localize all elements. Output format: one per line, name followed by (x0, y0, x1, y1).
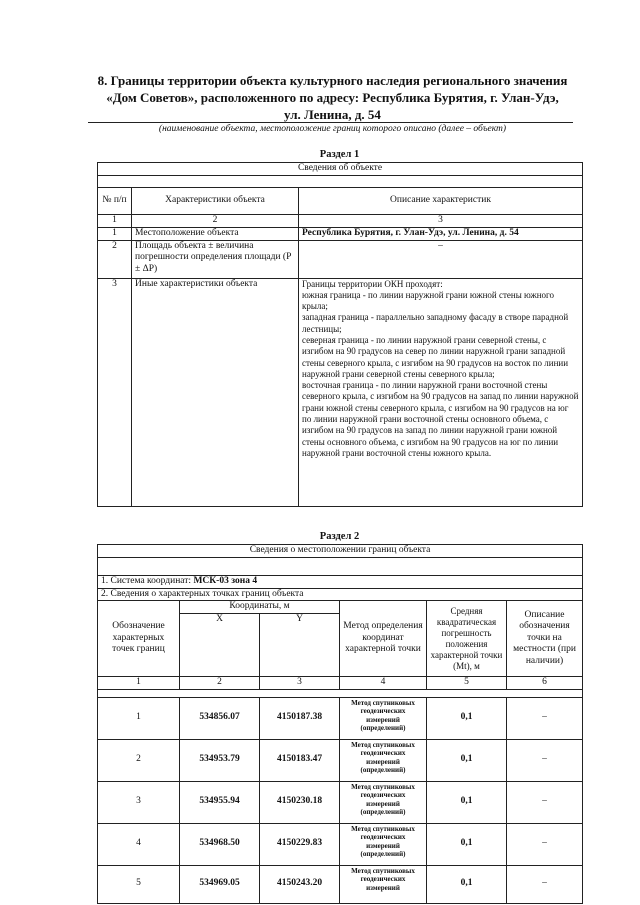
point-error: 0,1 (427, 781, 507, 823)
col-number-1: 1 (98, 215, 132, 228)
point-id: 3 (98, 781, 180, 823)
title-line-3: ул. Ленина, д. 54 (284, 107, 381, 122)
header-marking: Описание обозначения точки на местности (при наличии) (507, 601, 583, 677)
point-id: 1 (98, 697, 180, 739)
row-value: – (299, 240, 583, 278)
coord-system-value: МСК-03 зона 4 (193, 576, 258, 586)
title-underline (88, 122, 573, 123)
point-method: Метод спутниковых геодезических измерений (определений) (340, 823, 427, 865)
row-number: 3 (98, 278, 132, 506)
row-number: 1 (98, 227, 132, 240)
point-marking: – (507, 781, 583, 823)
col-header-number: № п/п (98, 188, 132, 215)
col-header-description: Описание характеристик (299, 188, 583, 215)
point-x: 534969.05 (180, 865, 260, 903)
col-number-2: 2 (132, 215, 299, 228)
col-number-3: 3 (299, 215, 583, 228)
spacer-row (98, 176, 583, 188)
header-method: Метод определения координат характерной точки (340, 601, 427, 677)
point-id: 2 (98, 739, 180, 781)
row-name: Иные характеристики объекта (132, 278, 299, 506)
header-point: Обозначение характерных точек границ (98, 601, 180, 677)
header-x: X (180, 614, 260, 677)
point-y: 4150243.20 (260, 865, 340, 903)
table-row (98, 227, 583, 240)
table-row (98, 697, 583, 739)
row-number: 2 (98, 240, 132, 278)
point-method: Метод спутниковых геодезических измерений (определений) (340, 781, 427, 823)
point-y: 4150183.47 (260, 739, 340, 781)
point-marking: – (507, 865, 583, 903)
point-x: 534953.79 (180, 739, 260, 781)
point-y: 4150230.18 (260, 781, 340, 823)
table-row (98, 240, 583, 278)
table-row (98, 739, 583, 781)
point-marking: – (507, 739, 583, 781)
table-row (98, 865, 583, 903)
point-y: 4150229.83 (260, 823, 340, 865)
point-error: 0,1 (427, 739, 507, 781)
point-x: 534955.94 (180, 781, 260, 823)
col-header-characteristic: Характеристики объекта (132, 188, 299, 215)
point-error: 0,1 (427, 823, 507, 865)
section1-title: Раздел 1 (319, 149, 360, 160)
document-subtitle: (наименование объекта, местоположение границ которого описано (далее – объект) (158, 124, 507, 134)
object-info-table (97, 162, 583, 507)
col-number-5: 5 (427, 677, 507, 690)
point-marking: – (507, 697, 583, 739)
col-number-4: 4 (340, 677, 427, 690)
spacer-row (98, 689, 583, 697)
point-method: Метод спутниковых геодезических измерений (определений) (340, 739, 427, 781)
row-value: Границы территории ОКН проходят: южная граница - по линии наружной грани южной стены южного крыла; западная граница - параллельно западному фасаду в створе парадной лестницы; северная граница - по линии наружной грани северной стены, с изгибом на 90 градусов на север по линии наружной грани западной стены северного крыла, с изгибом на 90 градусов на восток по линии наружной грани северной стены северного крыла; восточная граница - по линии наружной грани восточной стены северного крыла, с изгибом на 90 градусов на запад по линии наружной грани южной стены северного крыла, с изгибом на 90 градусов на юг по линии наружной грани восточной стены основного объема, с изгибом на 90 градусов на запад по линии наружной грани южной стены основного объема, с изгибом на 90 градусов на юг по линии наружной грани восточной стены южного крыла. (299, 278, 583, 506)
title-line-1: 8. Границы территории объекта культурного наследия регионального значения (97, 73, 568, 88)
point-x: 534856.07 (180, 697, 260, 739)
header-error: Средняя квадратическая погрешность положения характерной точки (Mt), м (427, 601, 507, 677)
table-row (98, 781, 583, 823)
header-y: Y (260, 614, 340, 677)
row-name: Площадь объекта ± величина погрешности определения площади (P ± ΔP) (132, 240, 299, 278)
point-x: 534968.50 (180, 823, 260, 865)
points-caption: 2. Сведения о характерных точках границ объекта (98, 588, 583, 601)
coord-system-row (98, 576, 583, 589)
point-error: 0,1 (427, 697, 507, 739)
table-row (98, 278, 583, 506)
header-coords: Координаты, м (180, 601, 340, 614)
point-id: 5 (98, 865, 180, 903)
table-row (98, 823, 583, 865)
col-number-6: 6 (507, 677, 583, 690)
boundary-points-table (97, 544, 583, 904)
location-caption: Сведения о местоположении границ объекта (98, 545, 583, 558)
point-id: 4 (98, 823, 180, 865)
col-number-3: 3 (260, 677, 340, 690)
section2-title: Раздел 2 (319, 531, 360, 542)
point-marking: – (507, 823, 583, 865)
col-number-2: 2 (180, 677, 260, 690)
spacer-row (98, 558, 583, 576)
point-error: 0,1 (427, 865, 507, 903)
point-method: Метод спутниковых геодезических измерений (340, 865, 427, 903)
row-value: Республика Бурятия, г. Улан-Удэ, ул. Ленина, д. 54 (299, 227, 583, 240)
col-number-1: 1 (98, 677, 180, 690)
coord-system-label: 1. Система координат: (101, 576, 194, 586)
document-title (90, 72, 575, 123)
point-method: Метод спутниковых геодезических измерений (определений) (340, 697, 427, 739)
title-line-2: «Дом Советов», расположенного по адресу: Республика Бурятия, г. Улан-Удэ, (106, 90, 559, 105)
object-info-caption: Сведения об объекте (98, 163, 583, 176)
point-y: 4150187.38 (260, 697, 340, 739)
row-name: Местоположение объекта (132, 227, 299, 240)
